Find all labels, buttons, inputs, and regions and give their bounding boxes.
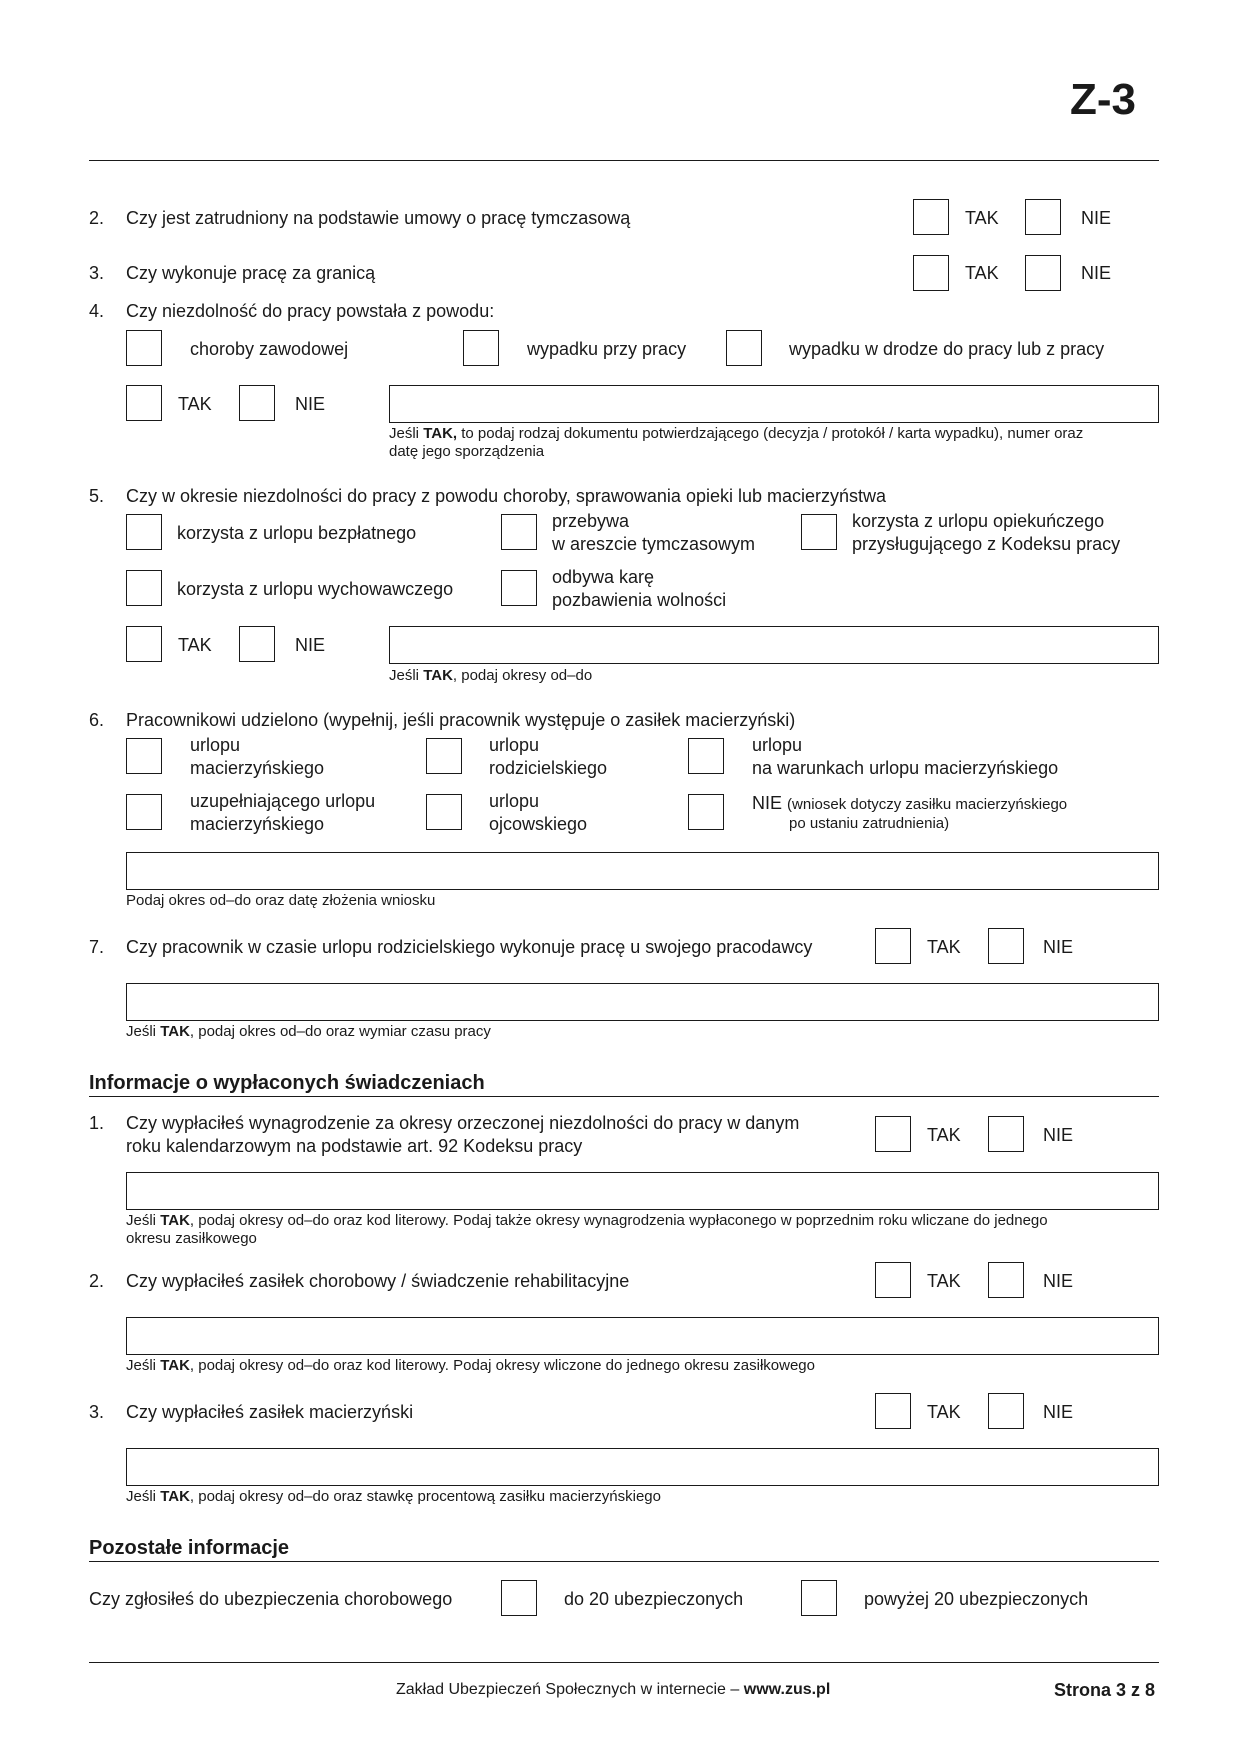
q6-supplementary-label-2: macierzyńskiego [190, 814, 325, 834]
q4-hint: Jeśli TAK, to podaj rodzaj dokumentu potwierdzającego (decyzja / protokół / karta wypadku), numer oraz datę jego sporządzenia [389, 425, 1084, 460]
q5-yes-checkbox[interactable] [126, 626, 162, 662]
b3-number: 3. [89, 1402, 105, 1422]
q7-question: Czy pracownik w czasie urlopu rodzicielskiego wykonuje pracę u swojego pracodawcy [126, 937, 813, 957]
q5-care-leave-label-2: przysługującego z Kodeksu pracy [852, 534, 1121, 554]
q6-number: 6. [89, 710, 105, 730]
q5-no-label: NIE [295, 635, 326, 655]
q6-maternity-label-1: urlopu [190, 735, 241, 755]
q2-no-checkbox[interactable] [1025, 199, 1061, 235]
q5-imprisonment-label-1: odbywa karę [552, 567, 655, 587]
q7-yes-checkbox[interactable] [875, 928, 911, 964]
q6-parental-label-2: rodzicielskiego [489, 758, 608, 778]
q4-commute-accident-label: wypadku w drodze do pracy lub z pracy [789, 339, 1105, 359]
q3-yes-label: TAK [965, 263, 999, 283]
q6-hint: Podaj okres od–do oraz datę złożenia wniosku [126, 892, 436, 909]
b2-yes-label: TAK [927, 1271, 961, 1291]
b1-yes-checkbox[interactable] [875, 1116, 911, 1152]
b3-question: Czy wypłaciłeś zasiłek macierzyński [126, 1402, 414, 1422]
q5-number: 5. [89, 486, 105, 506]
q6-maternity-terms-label-1: urlopu [752, 735, 803, 755]
q6-supplementary-leave-checkbox[interactable] [126, 794, 162, 830]
q5-care-leave-label-1: korzysta z urlopu opiekuńczego [852, 511, 1105, 531]
q6-maternity-leave-checkbox[interactable] [126, 738, 162, 774]
q6-paternity-leave-checkbox[interactable] [426, 794, 462, 830]
q4-yes-checkbox[interactable] [126, 385, 162, 421]
q6-none-label: NIE (wniosek dotyczy zasiłku macierzyńskiego [752, 793, 1068, 813]
q6-parental-label-1: urlopu [489, 735, 540, 755]
q7-number: 7. [89, 937, 105, 957]
q6-none-label-2: po ustaniu zatrudnienia) [789, 815, 950, 832]
b3-yes-checkbox[interactable] [875, 1393, 911, 1429]
q7-yes-label: TAK [927, 937, 961, 957]
q4-document-input[interactable] [389, 385, 1159, 423]
footer-divider [89, 1662, 1159, 1663]
benefits-divider [89, 1096, 1159, 1097]
q5-detention-label-2: w areszcie tymczasowym [552, 534, 756, 554]
q5-parental-leave-label: korzysta z urlopu wychowawczego [177, 579, 454, 599]
q6-question: Pracownikowi udzielono (wypełnij, jeśli pracownik występuje o zasiłek macierzyński) [126, 710, 796, 730]
q5-detention-label-1: przebywa [552, 511, 630, 531]
q7-no-label: NIE [1043, 937, 1074, 957]
q6-paternity-label-1: urlopu [489, 791, 540, 811]
b1-periods-input[interactable] [126, 1172, 1159, 1210]
q4-occupational-disease-label: choroby zawodowej [190, 339, 349, 359]
q7-hint: Jeśli TAK, podaj okres od–do oraz wymiar czasu pracy [126, 1023, 491, 1040]
q6-maternity-terms-checkbox[interactable] [688, 738, 724, 774]
q5-unpaid-leave-label: korzysta z urlopu bezpłatnego [177, 523, 417, 543]
q6-none-checkbox[interactable] [688, 794, 724, 830]
q4-number: 4. [89, 301, 105, 321]
q5-no-checkbox[interactable] [239, 626, 275, 662]
b1-no-checkbox[interactable] [988, 1116, 1024, 1152]
b3-hint: Jeśli TAK, podaj okresy od–do oraz stawkę procentową zasiłku macierzyńskiego [126, 1488, 661, 1505]
q2-question: Czy jest zatrudniony na podstawie umowy o pracę tymczasową [126, 208, 631, 228]
footer-link[interactable]: www.zus.pl [743, 1681, 831, 1698]
footer-text: Zakład Ubezpieczeń Społecznych w internecie – www.zus.pl [396, 1681, 831, 1698]
b2-no-label: NIE [1043, 1271, 1074, 1291]
q5-yes-label: TAK [178, 635, 212, 655]
q3-question: Czy wykonuje pracę za granicą [126, 263, 376, 283]
b1-no-label: NIE [1043, 1125, 1074, 1145]
b3-periods-input[interactable] [126, 1448, 1159, 1486]
header-divider [89, 160, 1159, 161]
q5-parental-leave-checkbox[interactable] [126, 570, 162, 606]
b1-question-2: roku kalendarzowym na podstawie art. 92 Kodeksu pracy [126, 1136, 583, 1156]
q5-hint: Jeśli TAK, podaj okresy od–do [389, 667, 593, 684]
q7-period-input[interactable] [126, 983, 1159, 1021]
q2-no-label: NIE [1081, 208, 1112, 228]
q4-question: Czy niezdolność do pracy powstała z powodu: [126, 301, 495, 321]
q4-work-accident-checkbox[interactable] [463, 330, 499, 366]
q6-maternity-label-2: macierzyńskiego [190, 758, 325, 778]
q5-unpaid-leave-checkbox[interactable] [126, 514, 162, 550]
b2-number: 2. [89, 1271, 105, 1291]
over-20-label: powyżej 20 ubezpieczonych [864, 1589, 1089, 1609]
q4-work-accident-label: wypadku przy pracy [527, 339, 687, 359]
page-number: Strona 3 z 8 [1054, 1680, 1156, 1700]
q4-no-label: NIE [295, 394, 326, 414]
q2-yes-label: TAK [965, 208, 999, 228]
q3-no-label: NIE [1081, 263, 1112, 283]
q6-maternity-terms-label-2: na warunkach urlopu macierzyńskiego [752, 758, 1059, 778]
b1-hint: Jeśli TAK, podaj okresy od–do oraz kod literowy. Podaj także okresy wynagrodzenia wypłaconego w poprzednim roku wliczane do jednego okresu zasiłkowego [126, 1212, 1048, 1247]
b3-no-checkbox[interactable] [988, 1393, 1024, 1429]
q6-supplementary-label-1: uzupełniającego urlopu [190, 791, 376, 811]
q5-detention-checkbox[interactable] [501, 514, 537, 550]
b2-yes-checkbox[interactable] [875, 1262, 911, 1298]
q4-no-checkbox[interactable] [239, 385, 275, 421]
benefits-section-title: Informacje o wypłaconych świadczeniach [89, 1072, 485, 1094]
q5-periods-input[interactable] [389, 626, 1159, 664]
q6-parental-leave-checkbox[interactable] [426, 738, 462, 774]
q4-occupational-disease-checkbox[interactable] [126, 330, 162, 366]
q3-no-checkbox[interactable] [1025, 255, 1061, 291]
q5-imprisonment-checkbox[interactable] [501, 570, 537, 606]
other-section-title: Pozostałe informacje [89, 1537, 290, 1559]
q4-commute-accident-checkbox[interactable] [726, 330, 762, 366]
q5-care-leave-checkbox[interactable] [801, 514, 837, 550]
q5-imprisonment-label-2: pozbawienia wolności [552, 590, 727, 610]
b2-periods-input[interactable] [126, 1317, 1159, 1355]
b2-no-checkbox[interactable] [988, 1262, 1024, 1298]
b1-yes-label: TAK [927, 1125, 961, 1145]
q6-paternity-label-2: ojcowskiego [489, 814, 588, 834]
q2-number: 2. [89, 208, 105, 228]
b2-question: Czy wypłaciłeś zasiłek chorobowy / świadczenie rehabilitacyjne [126, 1271, 630, 1291]
q5-question: Czy w okresie niezdolności do pracy z powodu choroby, sprawowania opieki lub macierzyństwa [126, 486, 887, 506]
q4-yes-label: TAK [178, 394, 212, 414]
b3-no-label: NIE [1043, 1402, 1074, 1422]
over-20-checkbox[interactable] [801, 1580, 837, 1616]
b3-yes-label: TAK [927, 1402, 961, 1422]
up-to-20-label: do 20 ubezpieczonych [564, 1589, 744, 1609]
q7-no-checkbox[interactable] [988, 928, 1024, 964]
form-code: Z-3 [1070, 75, 1136, 124]
up-to-20-checkbox[interactable] [501, 1580, 537, 1616]
b2-hint: Jeśli TAK, podaj okresy od–do oraz kod literowy. Podaj okresy wliczone do jednego okresu zasiłkowego [126, 1357, 815, 1374]
insurance-question: Czy zgłosiłeś do ubezpieczenia chorobowego [89, 1589, 453, 1609]
b1-question-1: Czy wypłaciłeś wynagrodzenie za okresy orzeczonej niezdolności do pracy w danym [126, 1113, 800, 1133]
q3-number: 3. [89, 263, 105, 283]
b1-number: 1. [89, 1113, 105, 1133]
q6-period-input[interactable] [126, 852, 1159, 890]
other-divider [89, 1561, 1159, 1562]
q2-yes-checkbox[interactable] [913, 199, 949, 235]
q3-yes-checkbox[interactable] [913, 255, 949, 291]
